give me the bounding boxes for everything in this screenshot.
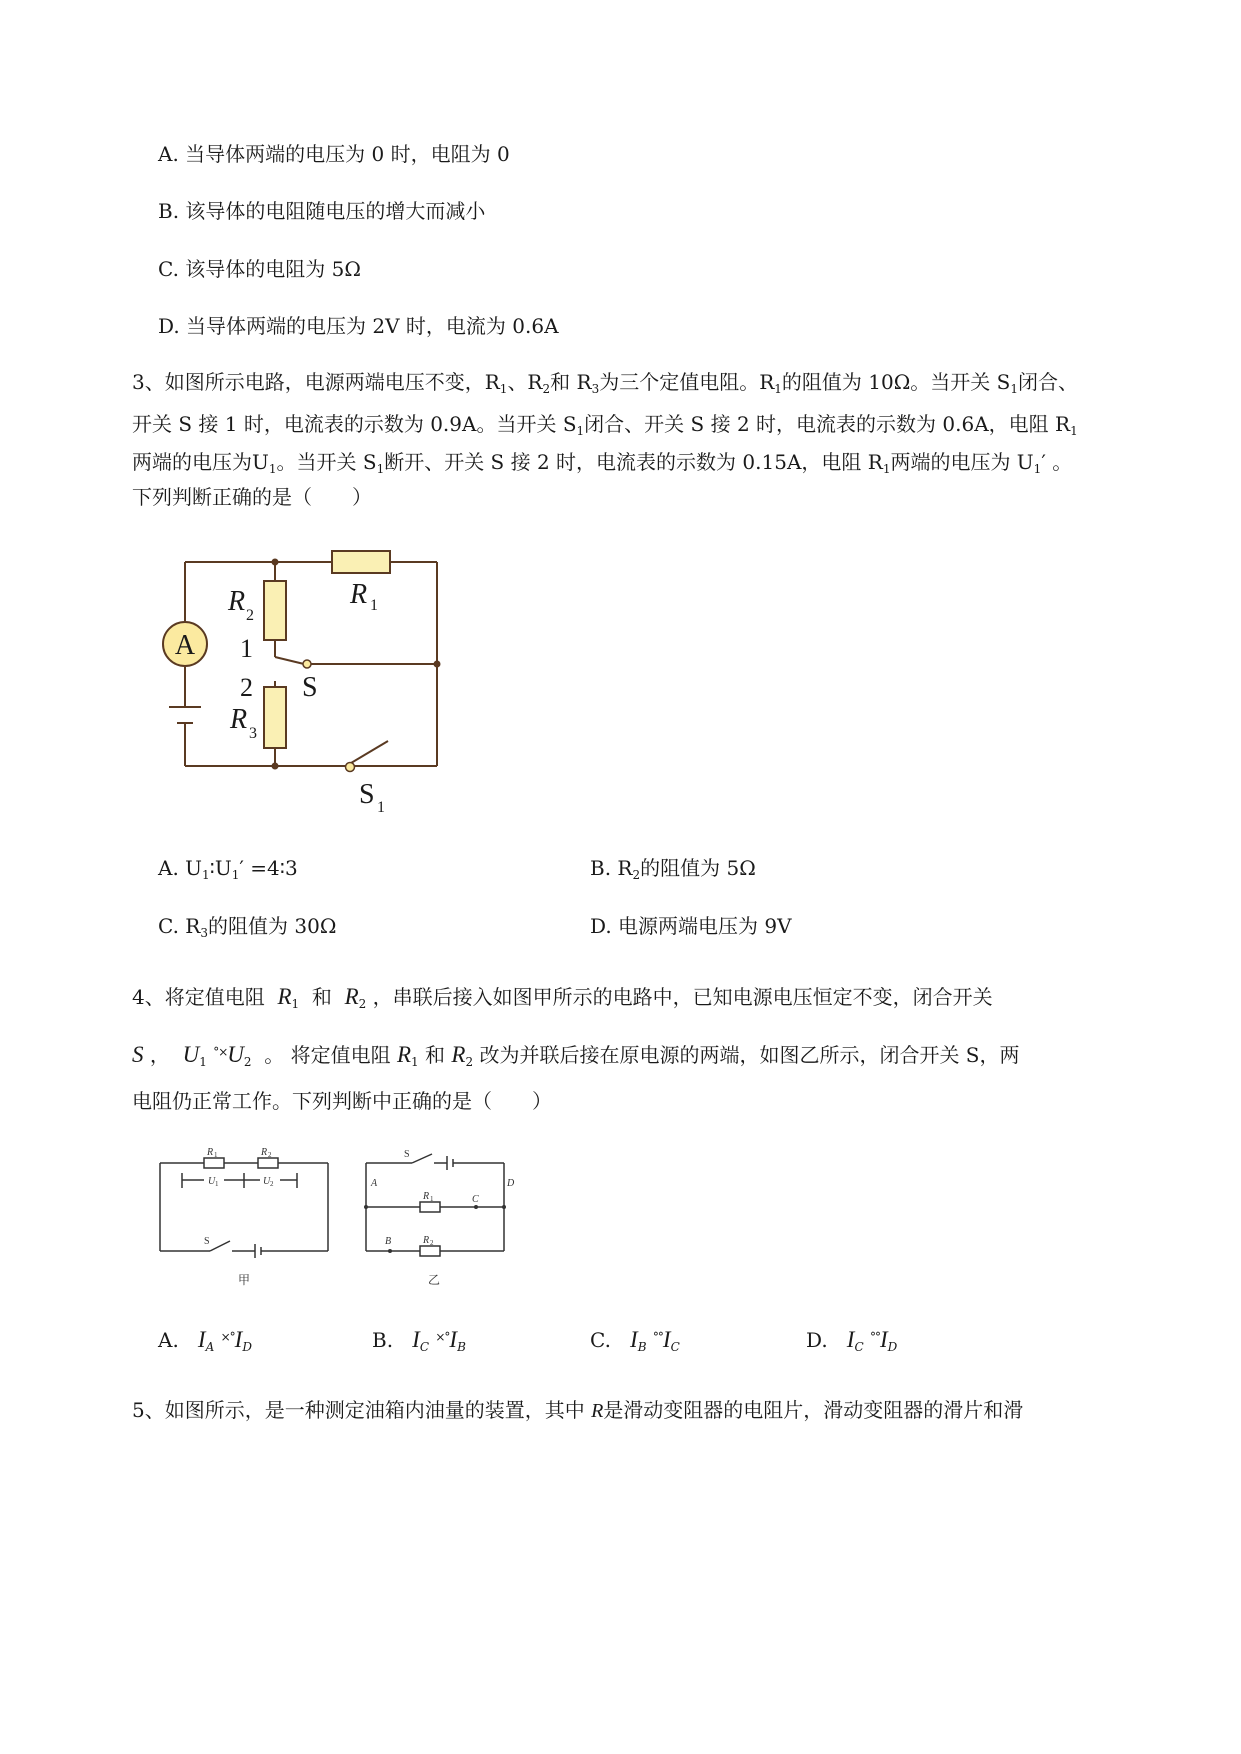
jia-r2-label: R (261, 1147, 268, 1158)
q3-text: 为三个定值电阻。R (599, 370, 775, 394)
q4-symbol: R (344, 984, 359, 1009)
q4-garbled: °° (869, 1330, 880, 1344)
q5-symbol: R (591, 1400, 604, 1422)
jia-r1-label: R (207, 1147, 214, 1158)
q4-symbol: I (412, 1327, 420, 1352)
yi-junction-dot (502, 1205, 506, 1209)
q3-option-a (158, 858, 298, 881)
q4-sub: 1 (411, 1055, 419, 1069)
q4-sub: 2 (358, 997, 367, 1011)
q3-text: ′ 。 (1041, 450, 1073, 474)
q4-text: 将定值电阻 (164, 985, 265, 1009)
q4-figure-yi (360, 1140, 535, 1290)
q4-sub: A (205, 1340, 215, 1354)
q3-text: 的阻值为 10Ω。当开关 S (781, 370, 1011, 394)
yi-r2-resistor (420, 1246, 440, 1256)
q3-option-b-text: B. R (590, 856, 633, 880)
q3-line-3 (132, 452, 1072, 475)
switch-s1-pivot (346, 763, 355, 772)
q5-number: 5、 (132, 1398, 165, 1422)
q3-text: 断开、开关 S 接 2 时，电流表的示数为 0.15A，电阻 R (384, 450, 883, 474)
q4-symbol: I (630, 1327, 638, 1352)
q3-circuit-figure (160, 548, 460, 818)
r2-label-sub: 2 (246, 607, 254, 624)
q4-text: 和 (425, 1043, 446, 1067)
q4-sub: C (419, 1340, 429, 1354)
yi-junction-dot (364, 1205, 368, 1209)
q3-option-c-text: C. R (158, 914, 201, 938)
r3-resistor (264, 687, 286, 748)
jia-s-label: S (204, 1236, 210, 1247)
q4-sub: B (457, 1340, 466, 1354)
r2-label: R (228, 586, 246, 617)
q4-option-d (806, 1328, 897, 1353)
yi-s-label: S (404, 1149, 410, 1160)
q3-text: 闭合、 (1018, 370, 1078, 394)
q4-symbol: I (197, 1327, 206, 1352)
q5-line-1 (132, 1400, 1023, 1421)
q4-option-label: D. (806, 1328, 828, 1352)
q4-symbol: R (396, 1042, 412, 1067)
q4-option-label: B. (372, 1328, 394, 1352)
q4-text: 。 将定值电阻 (264, 1043, 391, 1067)
r1-label-sub: 1 (370, 597, 378, 614)
yi-b-label: B (385, 1236, 392, 1247)
junction-dot (272, 763, 279, 770)
q4-symbol: I (234, 1327, 243, 1352)
q3-text: 开关 S 接 1 时，电流表的示数为 0.9A。当开关 S (132, 412, 577, 436)
q3-text: 和 R (550, 370, 592, 394)
r1-label: R (350, 579, 368, 610)
fig-yi-caption: 乙 (428, 1273, 441, 1287)
switch-s-label: S (302, 672, 318, 703)
q4-text: 和 (311, 985, 332, 1009)
q4-sub: 1 (291, 997, 300, 1011)
q4-figure-jia (152, 1140, 337, 1290)
q3-sub: 2 (632, 868, 641, 882)
q4-garbled: ×° (435, 1330, 450, 1344)
switch-s-pivot (303, 660, 311, 668)
q3-option-c (158, 916, 336, 939)
ammeter-label: A (174, 630, 196, 661)
q3-option-c-text: 的阻值为 30Ω (208, 914, 337, 938)
q4-text: 改为并联后接在原电源的两端，如图乙所示，闭合开关 S，两 (479, 1043, 1020, 1067)
q4-garbled: ×° (220, 1330, 235, 1344)
q4-symbol: S (132, 1042, 144, 1067)
q4-sub: D (887, 1340, 898, 1354)
q4-sub: C (854, 1340, 864, 1354)
q3-text: 闭合、开关 S 接 2 时，电流表的示数为 0.6A，电阻 R (584, 412, 1071, 436)
jia-u1-label: U (208, 1176, 216, 1187)
q2-option-c: C. 该导体的电阻为 5Ω (158, 257, 361, 281)
q3-line-4: 下列判断正确的是（ ） (132, 485, 372, 509)
q3-sub: 2 (542, 382, 551, 396)
q3-sub: 1 (1010, 382, 1018, 396)
q4-sub: C (670, 1340, 680, 1354)
jia-r2-sub: 2 (268, 1151, 272, 1159)
fig-jia-caption: 甲 (238, 1273, 251, 1287)
q3-text: 。当开关 S (276, 450, 377, 474)
q4-sub: 2 (243, 1055, 252, 1069)
q2-option-a: A. 当导体两端的电压为 0 时，电阻为 0 (158, 142, 510, 166)
jia-u2-sub: 2 (270, 1180, 274, 1188)
q3-sub: 1 (1070, 424, 1078, 438)
yi-r2-sub: 2 (430, 1239, 434, 1247)
switch-s1-label-sub: 1 (377, 799, 385, 816)
jia-r1-resistor (204, 1158, 224, 1168)
q4-sub: B (637, 1340, 647, 1354)
q4-symbol: I (449, 1327, 458, 1352)
q4-text: ， (149, 1043, 170, 1067)
q3-number: 3、 (132, 370, 165, 394)
q3-option-a-text: A. U (158, 856, 203, 880)
yi-r1-resistor (420, 1202, 440, 1212)
q3-text: 、R (507, 370, 543, 394)
jia-r2-resistor (258, 1158, 278, 1168)
q5-text: 如图所示，是一种测定油箱内油量的装置，其中 (164, 1398, 585, 1422)
switch-position-2: 2 (240, 673, 253, 702)
q3-text: 两端的电压为U (132, 450, 269, 474)
q4-symbol: R (451, 1042, 466, 1067)
q4-number: 4、 (132, 985, 165, 1009)
q4-option-b (372, 1328, 466, 1353)
yi-node-c-dot (474, 1205, 478, 1209)
q4-line-2 (132, 1043, 1020, 1068)
q3-line-1 (132, 372, 1078, 395)
q3-sub: 1 (499, 382, 508, 396)
q3-text: 如图所示电路，电源两端电压不变，R (164, 370, 500, 394)
q3-option-d: D. 电源两端电压为 9V (590, 914, 792, 938)
yi-node-b-dot (388, 1249, 392, 1253)
q4-sub: 1 (199, 1055, 207, 1069)
q4-text: ，串联后接入如图甲所示的电路中，已知电源电压恒定不变，闭合开关 (372, 985, 993, 1009)
q4-option-label: A. (158, 1328, 179, 1352)
switch-position-1: 1 (240, 634, 253, 663)
yi-r1-label: R (423, 1191, 430, 1202)
jia-r1-sub: 1 (214, 1151, 218, 1159)
q3-sub: 1 (202, 868, 210, 882)
q5-text: 是滑动变阻器的电阻片，滑动变阻器的滑片和滑 (603, 1398, 1024, 1422)
q3-sub: 1 (376, 462, 385, 476)
yi-c-label: C (472, 1194, 479, 1205)
q3-text: 两端的电压为 U (890, 450, 1034, 474)
yi-d-label: D (507, 1178, 515, 1189)
r2-resistor (264, 581, 286, 640)
q3-option-a-text: ∶U (209, 856, 232, 880)
q4-symbol: R (277, 984, 292, 1009)
q3-sub: 1 (576, 424, 585, 438)
q3-option-b (590, 858, 756, 881)
q4-symbol: I (879, 1327, 888, 1352)
q2-option-d: D. 当导体两端的电压为 2V 时，电流为 0.6A (158, 314, 559, 338)
jia-u1-sub: 1 (215, 1180, 219, 1188)
junction-dot (434, 661, 441, 668)
q4-symbol: I (662, 1327, 671, 1352)
q4-option-a (158, 1328, 252, 1353)
q2-option-b: B. 该导体的电阻随电压的增大而减小 (158, 199, 486, 223)
q4-line-1 (132, 985, 993, 1010)
r3-label: R (230, 704, 248, 735)
q3-option-b-text: 的阻值为 5Ω (640, 856, 756, 880)
switch-s1-label: S (359, 779, 375, 810)
q3-sub: 3 (200, 926, 209, 940)
q3-sub: 1 (268, 462, 277, 476)
jia-u2-label: U (263, 1176, 271, 1187)
q3-sub: 1 (882, 462, 891, 476)
q4-sub: D (242, 1340, 252, 1354)
r1-resistor (332, 551, 390, 573)
q4-garbled: °× (213, 1045, 228, 1059)
yi-a-label: A (371, 1178, 378, 1189)
q4-line-3: 电阻仍正常工作。下列判断中正确的是（ ） (132, 1089, 552, 1113)
q4-symbol: U (227, 1042, 244, 1067)
r3-label-sub: 3 (249, 725, 257, 742)
q3-sub: 3 (591, 382, 600, 396)
q3-sub: 1 (774, 382, 782, 396)
q4-sub: 2 (465, 1055, 474, 1069)
q3-sub: 1 (231, 868, 240, 882)
q4-garbled: °° (652, 1330, 663, 1344)
yi-r1-sub: 1 (430, 1195, 434, 1203)
q3-line-2 (132, 414, 1078, 437)
q4-option-c (590, 1328, 680, 1353)
q4-symbol: I (846, 1327, 855, 1352)
yi-r2-label: R (423, 1235, 430, 1246)
q4-option-label: C. (590, 1328, 611, 1352)
junction-dot (272, 559, 279, 566)
q3-sub: 1 (1033, 462, 1042, 476)
q3-option-a-text: ′ =4∶3 (239, 856, 298, 880)
q4-symbol: U (182, 1042, 200, 1067)
